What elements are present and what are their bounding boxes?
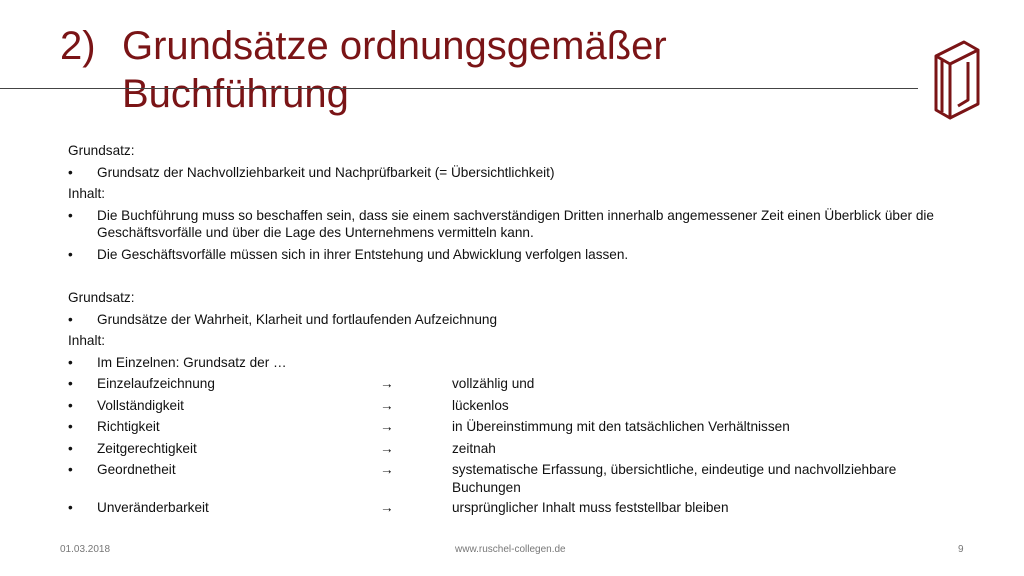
bullet: • (68, 207, 73, 223)
principle-row (68, 438, 968, 460)
bullet: • (68, 462, 73, 477)
list-item (68, 309, 968, 331)
slide-content (68, 140, 968, 519)
footer-date: 01.03.2018 (60, 544, 111, 555)
bullet: • (68, 440, 73, 456)
principle-meaning: in Übereinstimmung mit den tatsächlichen Verhältnissen (452, 419, 790, 434)
principle-row (68, 459, 968, 497)
section2-intro: Im Einzelnen: Grundsatz der … (97, 354, 287, 370)
section1-point-1: Die Buchführung muss so beschaffen sein, dass sie einem sachverständigen Dritten innerhalb angemessener Zeit einen Überblick über die Geschäftsvorfälle und über die Lage des Unternehmens vermitteln kann. (97, 207, 934, 240)
section1-heading: Grundsatz: (68, 143, 135, 158)
arrow-icon: → (380, 440, 394, 456)
arrow-icon: → (380, 500, 394, 515)
list-item (68, 205, 968, 244)
list-item (68, 162, 968, 184)
principle-row (68, 395, 968, 417)
principle-term: Zeitgerechtigkeit (97, 440, 197, 456)
arrow-icon: → (380, 376, 394, 391)
footer-url: www.ruschel-collegen.de (455, 544, 566, 555)
books-icon (928, 30, 984, 122)
principle-term: Einzelaufzeichnung (97, 376, 215, 391)
principle-meaning: systematische Erfassung, übersichtliche, eindeutige und nachvollziehbare Buchungen (452, 462, 897, 495)
bullet: • (68, 311, 73, 327)
title-line-2: Buchführung (122, 72, 349, 116)
arrow-icon: → (380, 419, 394, 434)
bullet: • (68, 164, 73, 180)
bullet: • (68, 419, 73, 434)
bullet: • (68, 354, 73, 370)
principle-meaning: lückenlos (452, 397, 509, 413)
principle-row (68, 497, 968, 519)
principle-meaning: vollzählig und (452, 376, 535, 391)
bullet: • (68, 246, 73, 262)
slide-title (60, 22, 900, 118)
bullet: • (68, 397, 73, 413)
page-number: 9 (958, 544, 964, 555)
bullet: • (68, 376, 73, 391)
principle-term: Geordnetheit (97, 462, 176, 477)
list-item (68, 352, 968, 374)
bullet: • (68, 500, 73, 515)
section2-content-heading: Inhalt: (68, 333, 106, 348)
title-number: 2) (60, 24, 96, 68)
section2-heading: Grundsatz: (68, 290, 135, 305)
principle-term: Unveränderbarkeit (97, 500, 209, 515)
principle-row (68, 373, 968, 395)
list-item (68, 244, 968, 266)
section2-principle: Grundsätze der Wahrheit, Klarheit und fortlaufenden Aufzeichnung (97, 311, 498, 327)
principle-meaning: zeitnah (452, 440, 496, 456)
principle-term: Vollständigkeit (97, 397, 184, 413)
section1-point-2: Die Geschäftsvorfälle müssen sich in ihrer Entstehung und Abwicklung verfolgen lassen. (97, 246, 629, 262)
section1-content-heading: Inhalt: (68, 186, 106, 201)
arrow-icon: → (380, 462, 394, 477)
arrow-icon: → (380, 397, 394, 413)
title-line-1: Grundsätze ordnungsgemäßer (122, 24, 667, 68)
principle-term: Richtigkeit (97, 419, 160, 434)
section1-principle: Grundsatz der Nachvollziehbarkeit und Nachprüfbarkeit (= Übersichtlichkeit) (97, 164, 555, 180)
principle-row (68, 416, 968, 438)
title-divider (0, 88, 918, 89)
principle-meaning: ursprünglicher Inhalt muss feststellbar bleiben (452, 500, 729, 515)
